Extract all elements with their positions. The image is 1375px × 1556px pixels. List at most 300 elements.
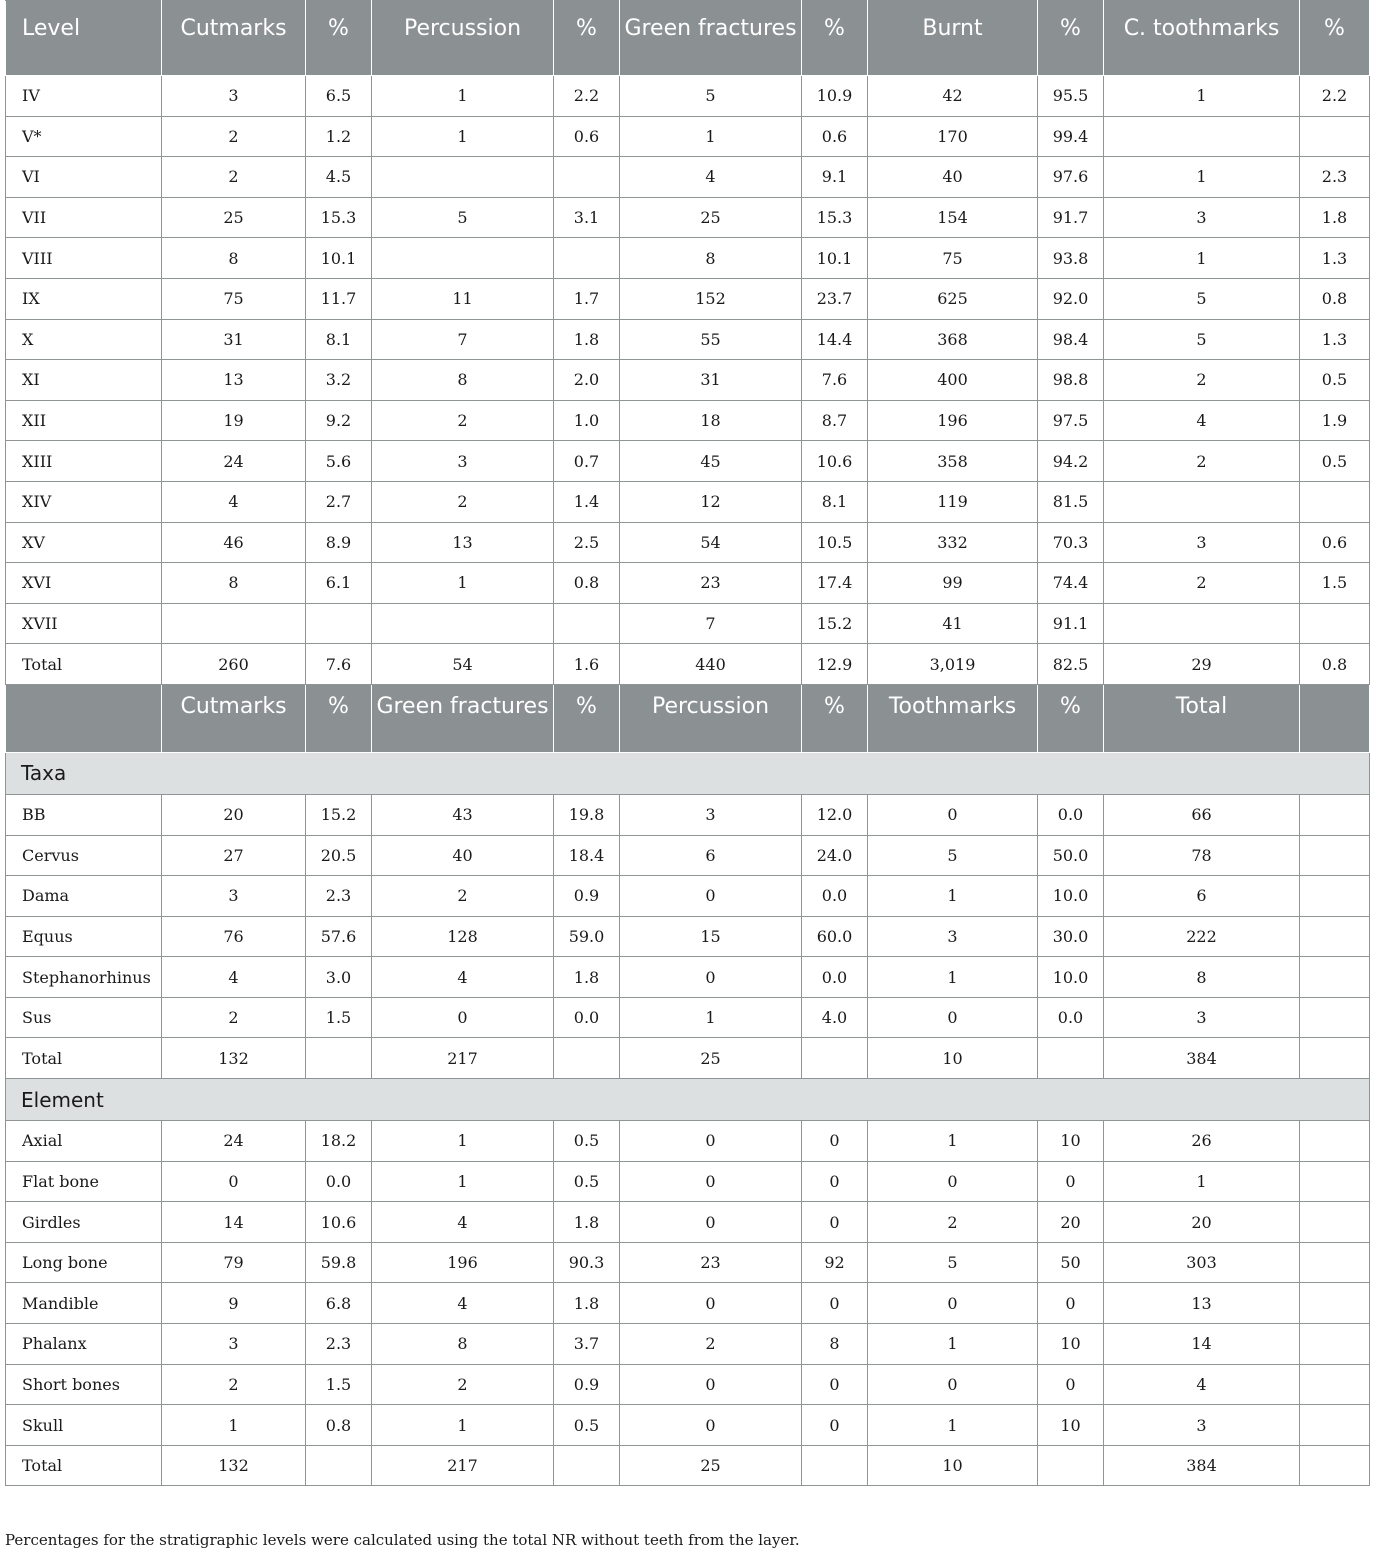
- table-row: [6, 916, 1370, 957]
- table-cell: 154: [868, 197, 1038, 238]
- table-cell: 0.0: [306, 1161, 372, 1202]
- table-cell: [1300, 1445, 1370, 1486]
- table-cell: [1300, 1038, 1370, 1079]
- table-cell: 0.9: [554, 876, 620, 917]
- table-cell: 0.5: [554, 1121, 620, 1162]
- table-cell: 12.0: [802, 794, 868, 835]
- table-cell: 27: [162, 835, 306, 876]
- table-cell: 0: [620, 1161, 802, 1202]
- table-cell: 20: [162, 794, 306, 835]
- table-cell: 10.1: [306, 238, 372, 279]
- table-cell: 0: [162, 1161, 306, 1202]
- table-cell: 29: [1104, 644, 1300, 685]
- table-cell: 1.2: [306, 116, 372, 157]
- table-cell: BB: [6, 794, 162, 835]
- table-cell: 440: [620, 644, 802, 685]
- table-cell: 1.8: [554, 1283, 620, 1324]
- table-cell: 2: [620, 1324, 802, 1365]
- table-row: [6, 1038, 1370, 1079]
- table-cell: Short bones: [6, 1364, 162, 1405]
- table-cell: 1: [1104, 238, 1300, 279]
- table-cell: 0: [1038, 1364, 1104, 1405]
- table-cell: 368: [868, 319, 1038, 360]
- table-cell: 170: [868, 116, 1038, 157]
- table-cell: 1: [868, 876, 1038, 917]
- table-cell: [554, 157, 620, 198]
- table-cell: IV: [6, 76, 162, 117]
- table-cell: 2: [372, 876, 554, 917]
- table-cell: 3: [1104, 197, 1300, 238]
- table-cell: 0.0: [802, 957, 868, 998]
- table-cell: 0: [868, 794, 1038, 835]
- table-row: [6, 876, 1370, 917]
- table-cell: [1300, 603, 1370, 644]
- table-row: [6, 481, 1370, 522]
- table-cell: 4: [162, 481, 306, 522]
- table-cell: 196: [372, 1242, 554, 1283]
- table-cell: 15.3: [802, 197, 868, 238]
- table-cell: IX: [6, 278, 162, 319]
- table-row: [6, 197, 1370, 238]
- table-cell: [372, 157, 554, 198]
- table-cell: 0: [802, 1121, 868, 1162]
- section-title: Taxa: [6, 752, 1370, 794]
- table-cell: 7: [620, 603, 802, 644]
- table-cell: [802, 1445, 868, 1486]
- table-cell: [1300, 876, 1370, 917]
- table-cell: 10: [1038, 1405, 1104, 1446]
- table-cell: 23: [620, 1242, 802, 1283]
- table-cell: 6: [620, 835, 802, 876]
- table-cell: [1300, 1364, 1370, 1405]
- table-cell: [1300, 916, 1370, 957]
- table-cell: 0: [868, 1364, 1038, 1405]
- table-cell: 18.4: [554, 835, 620, 876]
- table-cell: XII: [6, 400, 162, 441]
- table-cell: 1: [162, 1405, 306, 1446]
- table-cell: 97.6: [1038, 157, 1104, 198]
- table-cell: 3: [162, 1324, 306, 1365]
- table-cell: 2.2: [1300, 76, 1370, 117]
- table-cell: [1300, 116, 1370, 157]
- table-cell: 15: [620, 916, 802, 957]
- table-cell: 2: [1104, 360, 1300, 401]
- table-cell: 5: [620, 76, 802, 117]
- table-cell: 10.5: [802, 522, 868, 563]
- table-cell: 2: [372, 400, 554, 441]
- table-cell: 0.0: [1038, 794, 1104, 835]
- table-cell: 30.0: [1038, 916, 1104, 957]
- table-cell: 0: [868, 1283, 1038, 1324]
- table-cell: [1300, 1405, 1370, 1446]
- table-cell: 1: [372, 563, 554, 604]
- table-cell: Total: [6, 1445, 162, 1486]
- table-cell: [1104, 603, 1300, 644]
- table-cell: 1: [620, 997, 802, 1038]
- table-cell: 0: [620, 1405, 802, 1446]
- table-cell: Cervus: [6, 835, 162, 876]
- table-cell: 128: [372, 916, 554, 957]
- table-cell: 1: [868, 957, 1038, 998]
- table-cell: 14.4: [802, 319, 868, 360]
- table-cell: 1: [868, 1405, 1038, 1446]
- table-row: [6, 1121, 1370, 1162]
- table-cell: 0: [802, 1405, 868, 1446]
- table-cell: [372, 603, 554, 644]
- table-cell: XI: [6, 360, 162, 401]
- table-cell: 98.8: [1038, 360, 1104, 401]
- table-cell: 8: [620, 238, 802, 279]
- table-cell: 0: [620, 1121, 802, 1162]
- header-cell: C. toothmarks: [1104, 1, 1300, 76]
- table-cell: 10: [868, 1038, 1038, 1079]
- table-row: [6, 1202, 1370, 1243]
- table-cell: 217: [372, 1445, 554, 1486]
- header-cell: Percussion: [620, 684, 802, 752]
- table-cell: 5: [868, 1242, 1038, 1283]
- table-cell: Sus: [6, 997, 162, 1038]
- table-cell: 2: [372, 1364, 554, 1405]
- table-cell: 26: [1104, 1121, 1300, 1162]
- table-cell: 55: [620, 319, 802, 360]
- table-cell: 358: [868, 441, 1038, 482]
- table-row: [6, 522, 1370, 563]
- table-cell: 31: [162, 319, 306, 360]
- table-cell: 11: [372, 278, 554, 319]
- table-cell: 10.6: [802, 441, 868, 482]
- table-cell: 5: [1104, 278, 1300, 319]
- table-cell: 1: [868, 1121, 1038, 1162]
- table-cell: 78: [1104, 835, 1300, 876]
- table-cell: 1: [372, 1121, 554, 1162]
- table-row: [6, 957, 1370, 998]
- table-cell: 332: [868, 522, 1038, 563]
- table-cell: 24: [162, 1121, 306, 1162]
- table-cell: XV: [6, 522, 162, 563]
- table-cell: 8: [372, 1324, 554, 1365]
- table-cell: Total: [6, 644, 162, 685]
- taphonomy-table: [5, 0, 1370, 1486]
- header-cell: Level: [6, 1, 162, 76]
- header-cell: Green fractures: [620, 1, 802, 76]
- table-cell: 20: [1104, 1202, 1300, 1243]
- table-cell: 3.1: [554, 197, 620, 238]
- table-cell: 152: [620, 278, 802, 319]
- table-cell: 40: [372, 835, 554, 876]
- table-cell: 1.3: [1300, 319, 1370, 360]
- table-cell: 1: [372, 116, 554, 157]
- table-cell: 0: [802, 1283, 868, 1324]
- table-cell: [1300, 1283, 1370, 1324]
- table-cell: 2: [1104, 563, 1300, 604]
- header-cell: Cutmarks: [162, 684, 306, 752]
- table-cell: 25: [620, 1445, 802, 1486]
- table-cell: 0.0: [554, 997, 620, 1038]
- table-cell: 3: [162, 76, 306, 117]
- table-cell: 25: [620, 197, 802, 238]
- section-row: [6, 1079, 1370, 1121]
- table-cell: 18.2: [306, 1121, 372, 1162]
- table-row: [6, 1283, 1370, 1324]
- table-cell: 3: [1104, 1405, 1300, 1446]
- table-cell: 60.0: [802, 916, 868, 957]
- table-cell: 20: [1038, 1202, 1104, 1243]
- table-cell: 384: [1104, 1445, 1300, 1486]
- table-cell: 9: [162, 1283, 306, 1324]
- table-cell: 4: [372, 1283, 554, 1324]
- table-cell: 1.5: [1300, 563, 1370, 604]
- table-cell: 10: [1038, 1121, 1104, 1162]
- table-cell: 40: [868, 157, 1038, 198]
- table-row: [6, 116, 1370, 157]
- table-cell: 19: [162, 400, 306, 441]
- table-cell: 6: [1104, 876, 1300, 917]
- table-cell: [1300, 1324, 1370, 1365]
- table-cell: [1300, 1242, 1370, 1283]
- table-cell: 5: [372, 197, 554, 238]
- table-cell: 196: [868, 400, 1038, 441]
- table-cell: 384: [1104, 1038, 1300, 1079]
- table-cell: [1300, 957, 1370, 998]
- table-cell: 15.2: [306, 794, 372, 835]
- table-cell: Axial: [6, 1121, 162, 1162]
- table-cell: 1: [1104, 1161, 1300, 1202]
- table-cell: 2.5: [554, 522, 620, 563]
- table-row: [6, 319, 1370, 360]
- table-cell: 10.0: [1038, 876, 1104, 917]
- table-cell: 2: [868, 1202, 1038, 1243]
- table-cell: 0.6: [1300, 522, 1370, 563]
- table-cell: 91.7: [1038, 197, 1104, 238]
- table-cell: V*: [6, 116, 162, 157]
- table-cell: [1300, 835, 1370, 876]
- table-row: [6, 400, 1370, 441]
- table-cell: 41: [868, 603, 1038, 644]
- table-cell: 8: [162, 238, 306, 279]
- table-row: [6, 644, 1370, 685]
- table-cell: 1.8: [554, 1202, 620, 1243]
- table-cell: [1038, 1445, 1104, 1486]
- table-cell: 70.3: [1038, 522, 1104, 563]
- table-cell: 92.0: [1038, 278, 1104, 319]
- table-cell: 1.8: [554, 957, 620, 998]
- table-cell: [162, 603, 306, 644]
- header-cell: %: [306, 684, 372, 752]
- header-cell: %: [1300, 1, 1370, 76]
- table-cell: 0: [802, 1161, 868, 1202]
- table-cell: 0.9: [554, 1364, 620, 1405]
- level-header-row: [6, 1, 1370, 76]
- table-cell: [1104, 116, 1300, 157]
- table-cell: 303: [1104, 1242, 1300, 1283]
- table-cell: [1300, 1161, 1370, 1202]
- table-cell: 625: [868, 278, 1038, 319]
- table-cell: 92: [802, 1242, 868, 1283]
- table-cell: VI: [6, 157, 162, 198]
- table-cell: 0.6: [554, 116, 620, 157]
- table-cell: 0: [620, 957, 802, 998]
- table-cell: 0: [868, 997, 1038, 1038]
- table-cell: XIII: [6, 441, 162, 482]
- table-cell: 13: [1104, 1283, 1300, 1324]
- table-cell: 14: [162, 1202, 306, 1243]
- table-cell: 1.6: [554, 644, 620, 685]
- table-cell: 10.1: [802, 238, 868, 279]
- table-cell: 76: [162, 916, 306, 957]
- table-cell: 222: [1104, 916, 1300, 957]
- table-cell: 7.6: [306, 644, 372, 685]
- table-cell: 54: [372, 644, 554, 685]
- table-cell: 43: [372, 794, 554, 835]
- table-row: [6, 76, 1370, 117]
- table-cell: 4: [372, 1202, 554, 1243]
- table-cell: 6.1: [306, 563, 372, 604]
- table-cell: 6.8: [306, 1283, 372, 1324]
- table-cell: 3: [620, 794, 802, 835]
- table-cell: 4: [372, 957, 554, 998]
- table-cell: 1.3: [1300, 238, 1370, 279]
- table-row: [6, 238, 1370, 279]
- header-cell: %: [1038, 1, 1104, 76]
- table-cell: 42: [868, 76, 1038, 117]
- table-cell: 18: [620, 400, 802, 441]
- table-cell: 81.5: [1038, 481, 1104, 522]
- table-cell: 400: [868, 360, 1038, 401]
- table-cell: 132: [162, 1445, 306, 1486]
- table-cell: 132: [162, 1038, 306, 1079]
- table-cell: 10: [1038, 1324, 1104, 1365]
- table-cell: 13: [162, 360, 306, 401]
- table-cell: 1.8: [1300, 197, 1370, 238]
- table-cell: 2.7: [306, 481, 372, 522]
- table-cell: 99: [868, 563, 1038, 604]
- table-row: [6, 794, 1370, 835]
- table-cell: 75: [868, 238, 1038, 279]
- table-cell: 8.1: [306, 319, 372, 360]
- table-cell: [802, 1038, 868, 1079]
- table-cell: XIV: [6, 481, 162, 522]
- table-row: [6, 603, 1370, 644]
- table-cell: Phalanx: [6, 1324, 162, 1365]
- table-cell: 0: [868, 1161, 1038, 1202]
- table-cell: 59.0: [554, 916, 620, 957]
- section-row: [6, 752, 1370, 794]
- table-cell: 0: [620, 1283, 802, 1324]
- table-cell: 8.1: [802, 481, 868, 522]
- table-cell: [1300, 794, 1370, 835]
- table-cell: 75: [162, 278, 306, 319]
- table-cell: 25: [620, 1038, 802, 1079]
- table-cell: 1: [620, 116, 802, 157]
- table-cell: Skull: [6, 1405, 162, 1446]
- table-cell: 9.2: [306, 400, 372, 441]
- table-cell: Equus: [6, 916, 162, 957]
- table-cell: 95.5: [1038, 76, 1104, 117]
- table-row: [6, 1445, 1370, 1486]
- table-cell: 1: [1104, 157, 1300, 198]
- table-cell: 1: [868, 1324, 1038, 1365]
- table-cell: 10.0: [1038, 957, 1104, 998]
- table-cell: 0.5: [1300, 360, 1370, 401]
- table-cell: 0.6: [802, 116, 868, 157]
- table-cell: 0.5: [554, 1405, 620, 1446]
- table-cell: 2.3: [306, 1324, 372, 1365]
- header-cell: [1300, 684, 1370, 752]
- table-cell: Mandible: [6, 1283, 162, 1324]
- table-cell: [1300, 1202, 1370, 1243]
- table-cell: 4.5: [306, 157, 372, 198]
- table-cell: 5.6: [306, 441, 372, 482]
- table-cell: 91.1: [1038, 603, 1104, 644]
- table-cell: 8: [1104, 957, 1300, 998]
- table-cell: 0.0: [802, 876, 868, 917]
- table-cell: [554, 238, 620, 279]
- table-cell: 7.6: [802, 360, 868, 401]
- table-cell: 82.5: [1038, 644, 1104, 685]
- table-cell: 90.3: [554, 1242, 620, 1283]
- table-cell: 10.6: [306, 1202, 372, 1243]
- table-row: [6, 997, 1370, 1038]
- header-cell: %: [1038, 684, 1104, 752]
- table-cell: 15.3: [306, 197, 372, 238]
- header-cell: Cutmarks: [162, 1, 306, 76]
- table-cell: 97.5: [1038, 400, 1104, 441]
- table-cell: 0.0: [1038, 997, 1104, 1038]
- table-cell: 1.7: [554, 278, 620, 319]
- table-cell: Girdles: [6, 1202, 162, 1243]
- table-cell: XVI: [6, 563, 162, 604]
- table-cell: Flat bone: [6, 1161, 162, 1202]
- table-row: [6, 278, 1370, 319]
- table-cell: 2: [162, 1364, 306, 1405]
- table-cell: 4: [1104, 400, 1300, 441]
- table-cell: 0.8: [306, 1405, 372, 1446]
- table-cell: 23.7: [802, 278, 868, 319]
- table-cell: [1300, 1121, 1370, 1162]
- table-cell: 0: [1038, 1283, 1104, 1324]
- table-cell: 1.9: [1300, 400, 1370, 441]
- table-cell: 50.0: [1038, 835, 1104, 876]
- table-cell: X: [6, 319, 162, 360]
- table-cell: 1: [372, 1405, 554, 1446]
- table-row: [6, 1242, 1370, 1283]
- table-cell: 23: [620, 563, 802, 604]
- table-cell: 2: [162, 157, 306, 198]
- table-cell: 0.8: [554, 563, 620, 604]
- table-cell: 10: [868, 1445, 1038, 1486]
- table-cell: 24.0: [802, 835, 868, 876]
- table-cell: 13: [372, 522, 554, 563]
- header-cell: Burnt: [868, 1, 1038, 76]
- table-cell: [1038, 1038, 1104, 1079]
- table-cell: 20.5: [306, 835, 372, 876]
- table-cell: 3.2: [306, 360, 372, 401]
- table-cell: 6.5: [306, 76, 372, 117]
- table-cell: 2.3: [1300, 157, 1370, 198]
- table-cell: 3: [162, 876, 306, 917]
- table-cell: 0.8: [1300, 278, 1370, 319]
- table-cell: 2: [162, 997, 306, 1038]
- header-cell: %: [802, 684, 868, 752]
- table-cell: 3.7: [554, 1324, 620, 1365]
- table-cell: 54: [620, 522, 802, 563]
- table-cell: 3.0: [306, 957, 372, 998]
- header-cell: Toothmarks: [868, 684, 1038, 752]
- table-cell: 4: [162, 957, 306, 998]
- header-cell: %: [802, 1, 868, 76]
- table-cell: 4: [1104, 1364, 1300, 1405]
- table-cell: 59.8: [306, 1242, 372, 1283]
